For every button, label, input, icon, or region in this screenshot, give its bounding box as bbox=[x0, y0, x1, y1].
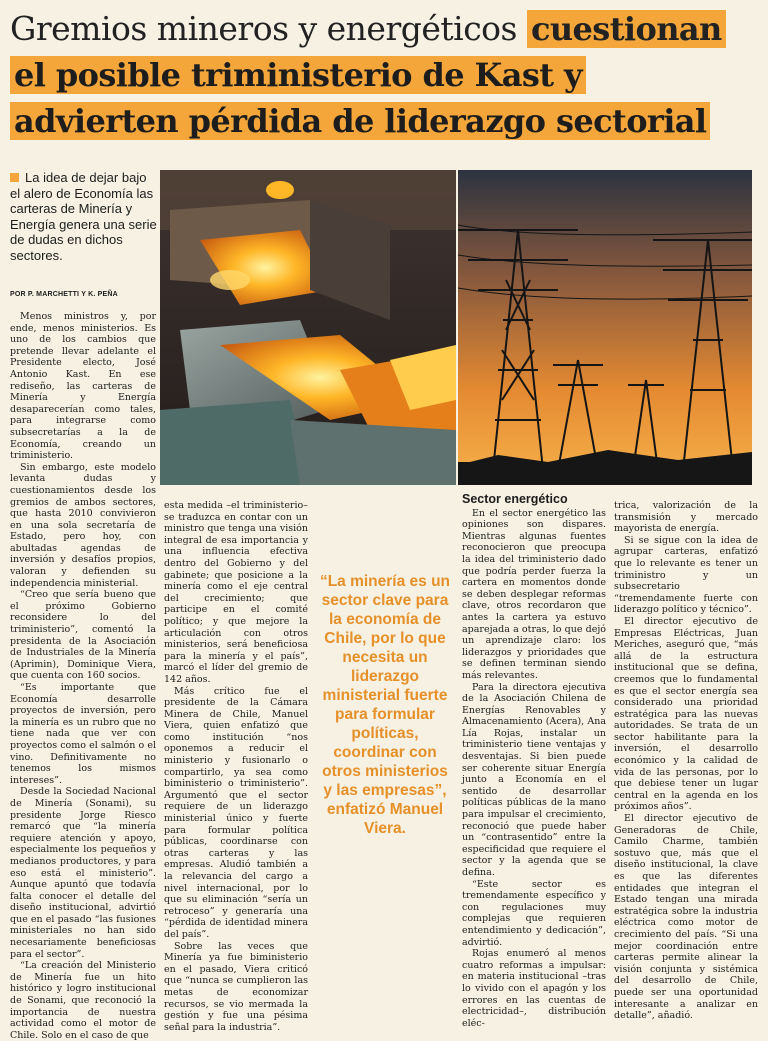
paragraph: “Este sector es tremendamente específico y con regulaciones muy complejas que requieren entendimiento y dedicación”, advirtió. bbox=[462, 878, 606, 948]
paragraph: Más crítico fue el presidente de la Cámara Minera de Chile, Manuel Viera, quien enfatizó que como institución “nos oponemos a reducir el ministerio y fusionarlo o compartirlo, ya sea como biministerio o triministerio”. Argumentó que el sector requiere de un liderazgo ministerial único y fuerte para formular política públicas, coordinarse con otras carteras y las empresas. Aludió también a la relevancia del cargo a nivel internacional, por lo que su eliminación “sería un retroceso” y generaría una “pérdida de identidad minera del país”. bbox=[164, 685, 308, 940]
headline-line-1-plain: Gremios mineros y energéticos bbox=[10, 9, 517, 48]
paragraph: Sobre las veces que Minería ya fue biministerio en el pasado, Viera criticó que “nunca se cumplieron las metas de economizar recursos, se vio mermada la gestión y fue una pésima señal para la industria”. bbox=[164, 940, 308, 1033]
article-column-3 bbox=[462, 494, 606, 1029]
paragraph: Menos ministros y, por ende, menos ministerios. Es uno de los cambios que pretende llevar adelante el Presidente electo, José Antonio Kast. En ese rediseño, las carteras de Minería y Energía desaparecerían como tales, para integrarse como subsecretarías a la de Economía, creando un triministerio. bbox=[10, 311, 156, 462]
byline: POR P. MARCHETTI Y K. PEÑA bbox=[10, 291, 118, 298]
paragraph: Desde la Sociedad Nacional de Minería (Sonami), su presidente Jorge Riesco remarcó que “la minería requiere atención y apoyo, especialmente los pequeños y medianos productores, y para eso está el ministerio”. Aunque apuntó que todavía falta conocer el detalle del diseño institucional, advirtió que en el pasado “las fusiones ministeriales no han sido necesariamente beneficiosas para el sector”. bbox=[10, 786, 156, 960]
paragraph: Rojas enumeró al menos cuatro reformas a impulsar: en materia institucional –tras lo vivido con el apagón y los errores en las cuentas de electricidad–, distribución eléc- bbox=[462, 948, 606, 1029]
headline-line-3 bbox=[10, 98, 760, 144]
bullet-square-icon bbox=[10, 173, 19, 182]
paragraph: En el sector energético las opiniones son dispares. Mientras algunas fuentes reconocieron que preocupa la idea del triministerio dado que podría perder fuerza la cartera en momentos donde se deben desplegar reformas clave, otros recordaron que antes la cartera ya estuvo aparejada a otras, lo que dejó un aprendizaje claro: los liderazgos y prioridades que se definen terminan siendo más relevantes. bbox=[462, 507, 606, 681]
paragraph: “Creo que sería bueno que el próximo Gobierno reconsidere lo del triministerio”, comentó la presidenta de la Asociación de Industriales de la Minería (Aprimin), Dominique Viera, que cuenta con 160 socios. bbox=[10, 589, 156, 682]
paragraph: Sin embargo, este modelo levanta dudas y cuestionamientos desde los gremios de ambos sectores, que hasta 2010 convivieron en una sola secretaría de Estado, pero hoy, con abultadas agendas de inversión y desafíos propios, valoran y defienden su independencia ministerial. bbox=[10, 461, 156, 589]
headline-line-3-text: advierten pérdida de liderazgo sectorial bbox=[10, 102, 710, 140]
paragraph: trica, valorización de la transmisión y mercado mayorista de energía. bbox=[614, 500, 758, 535]
paragraph: “La creación del Ministerio de Minería fue un hito histórico y logro institucional de Sonami, que reconoció la importancia de nuestra actividad como el motor de Chile. Solo en el caso de que bbox=[10, 960, 156, 1041]
headline bbox=[10, 6, 760, 144]
paragraph: El director ejecutivo de Empresas Eléctricas, Juan Meriches, aseguró que, “más allá de la estructura institucional que se defina, creemos que lo fundamental es que el sector energía sea considerado una prioridad estratégica para las nuevas autoridades. Se trata de un sector habilitante para la inversión, el desarrollo económico y la calidad de vida de las personas, por lo que debiese tener un lugar central en la agenda en los próximos años”. bbox=[614, 615, 758, 813]
article-column-2 bbox=[164, 500, 308, 1033]
headline-line-2-text: el posible triministerio de Kast y bbox=[10, 56, 586, 94]
headline-line-1 bbox=[10, 6, 760, 52]
molten-metal-photo bbox=[160, 170, 456, 485]
paragraph: El director ejecutivo de Generadoras de Chile, Camilo Charme, también sostuvo que, más que el diseño institucional, la clave es que las diferentes entidades que integran el Estado tengan una mirada estratégica sobre la industria eléctrica como motor de crecimiento del país. “Si una mejor coordinación entre carteras permite alinear la visión conjunta y sistémica del desarrollo de Chile, puede ser una oportunidad interesante a analizar en detalle”, añadió. bbox=[614, 813, 758, 1022]
headline-line-2 bbox=[10, 52, 760, 98]
paragraph: esta medida –el triministerio– se traduzca en contar con un ministro que tenga una visión integral de esa importancia y una influencia efectiva dentro del Gobierno y del gabinete; que posicione a la minería como el eje central del crecimiento; que participe en el comité político; y que mejore la articulación con otros ministerios, será beneficiosa para la minería y el país”, marcó el líder del gremio de 142 años. bbox=[164, 500, 308, 685]
paragraph: “Es importante que Economía desarrolle proyectos de inversión, pero la minería es un rubro que no tiene nada que ver con proyectos como el salmón o el vino. Definitivamente no tenemos los mismos intereses”. bbox=[10, 682, 156, 786]
headline-line-1-highlight: cuestionan bbox=[527, 10, 726, 48]
power-towers-sunset-photo bbox=[458, 170, 752, 485]
section-heading: Sector energético bbox=[462, 492, 568, 506]
article-column-4 bbox=[614, 500, 758, 1022]
pull-quote: “La minería es un sector clave para la economía de Chile, por lo que necesita un liderazgo ministerial fuerte para formular políticas, coordinar con otros ministerios y las empresas”, enfatizó Manuel Viera. bbox=[319, 573, 451, 837]
paragraph: Si se sigue con la idea de agrupar carteras, enfatizó que lo relevante es tener un triministro y un subsecretario “tremendamente fuerte con liderazgo político y técnico”. bbox=[614, 534, 758, 616]
paragraph: Para la directora ejecutiva de la Asociación Chilena de Energías Renovables y Almacenamiento (Acera), Ana Lía Rojas, instalar un triministerio tiene ventajas y desventajas. Si bien puede ser coherente situar Energía junto a Economía en el sentido de desarrollar políticas públicas de la mano para impulsar el crecimiento, reconoció que puede haber un “contrasentido” entre la especificidad que requiere el sector y la agenda que se defina. bbox=[462, 681, 606, 878]
lead-text: La idea de dejar bajo el alero de Economía las carteras de Minería y Energía genera una serie de dudas en dichos sectores. bbox=[10, 170, 157, 263]
lead-summary bbox=[10, 170, 158, 263]
article-column-1 bbox=[10, 311, 156, 1041]
